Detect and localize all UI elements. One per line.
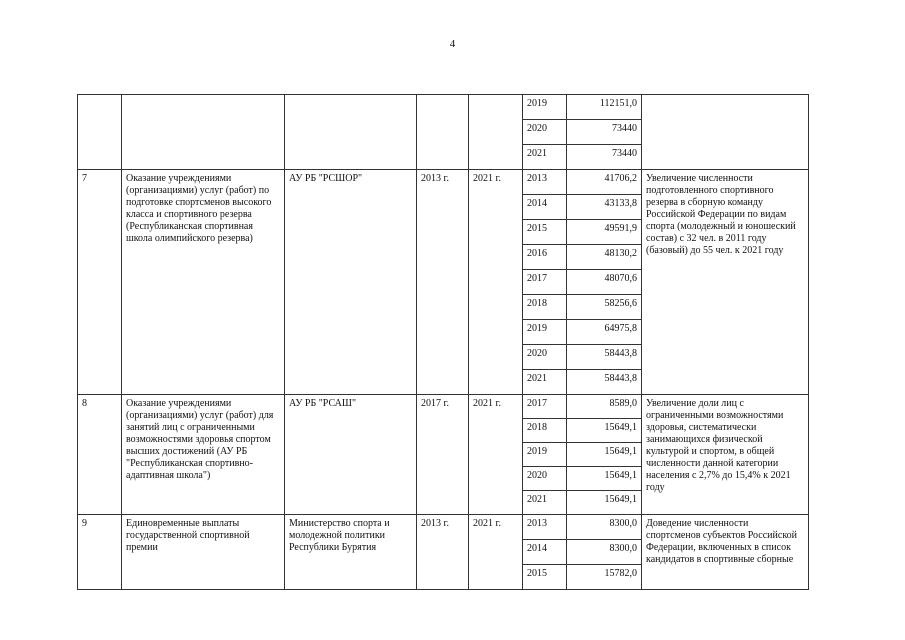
activity-name: Оказание учреждениями (организациями) услуг (работ) по подготовке спортсменов высокого класса и спортивного резерва (Республиканская спортивная школа олимпийского резерва) <box>122 170 285 395</box>
year-cell: 2015 <box>523 220 567 245</box>
value-cell: 58443,8 <box>567 370 642 395</box>
year-cell: 2017 <box>523 270 567 295</box>
year-cell: 2021 <box>523 491 567 515</box>
table-row <box>78 515 809 540</box>
value-cell: 15649,1 <box>567 419 642 443</box>
start-cell <box>417 95 469 170</box>
end-year: 2021 г. <box>469 515 523 590</box>
year-cell: 2017 <box>523 395 567 419</box>
value-cell: 15649,1 <box>567 443 642 467</box>
year-cell: 2018 <box>523 295 567 320</box>
value-cell: 48070,6 <box>567 270 642 295</box>
expected-result: Увеличение численности подготовленного спортивного резерва в сборную команду Российской Федерации по видам спорта (молодежный и юношеский состав) с 32 чел. в 2011 году (базовый) до 55 чел. к 2021 году <box>642 170 809 395</box>
expected-result: Увеличение доли лиц с ограниченными возможностями здоровья, систематически занимающихся физической культурой и спортом, в общей численности данной категории населения с 2,7% до 15,4% к 2021 году <box>642 395 809 515</box>
year-cell: 2019 <box>523 95 567 120</box>
program-table <box>77 94 809 590</box>
year-cell: 2020 <box>523 345 567 370</box>
table-row <box>78 395 809 419</box>
value-cell: 64975,8 <box>567 320 642 345</box>
page-number: 4 <box>449 38 456 50</box>
value-cell: 41706,2 <box>567 170 642 195</box>
end-cell <box>469 95 523 170</box>
value-cell: 43133,8 <box>567 195 642 220</box>
executor-cell <box>285 95 417 170</box>
executor: АУ РБ "РСАШ" <box>285 395 417 515</box>
row-number: 8 <box>78 395 122 515</box>
program-table-body <box>78 95 809 590</box>
value-cell: 49591,9 <box>567 220 642 245</box>
year-cell: 2019 <box>523 443 567 467</box>
year-cell: 2019 <box>523 320 567 345</box>
year-cell: 2018 <box>523 419 567 443</box>
value-cell: 58256,6 <box>567 295 642 320</box>
name-cell <box>122 95 285 170</box>
year-cell: 2013 <box>523 515 567 540</box>
table-row <box>78 170 809 195</box>
value-cell: 58443,8 <box>567 345 642 370</box>
value-cell: 8300,0 <box>567 540 642 565</box>
row-number: 7 <box>78 170 122 395</box>
value-cell: 48130,2 <box>567 245 642 270</box>
row-number: 9 <box>78 515 122 590</box>
year-cell: 2021 <box>523 145 567 170</box>
end-year: 2021 г. <box>469 170 523 395</box>
year-cell: 2021 <box>523 370 567 395</box>
year-cell: 2016 <box>523 245 567 270</box>
executor: АУ РБ "РСШОР" <box>285 170 417 395</box>
value-cell: 73440 <box>567 145 642 170</box>
expected-result: Доведение численности спортсменов субъектов Российской Федерации, включенных в список кандидатов в спортивные сборные <box>642 515 809 590</box>
year-cell: 2014 <box>523 195 567 220</box>
table-row <box>78 95 809 120</box>
start-year: 2013 г. <box>417 170 469 395</box>
value-cell: 15782,0 <box>567 565 642 590</box>
value-cell: 8589,0 <box>567 395 642 419</box>
end-year: 2021 г. <box>469 395 523 515</box>
executor: Министерство спорта и молодежной политики Республики Бурятия <box>285 515 417 590</box>
start-year: 2017 г. <box>417 395 469 515</box>
activity-name: Оказание учреждениями (организациями) услуг (работ) для занятий лиц с ограниченными возможностями здоровья спортом высших достижений (АУ РБ "Республиканская спортивно-адаптивная школа") <box>122 395 285 515</box>
num-cell <box>78 95 122 170</box>
value-cell: 73440 <box>567 120 642 145</box>
value-cell: 15649,1 <box>567 491 642 515</box>
start-year: 2013 г. <box>417 515 469 590</box>
value-cell: 112151,0 <box>567 95 642 120</box>
year-cell: 2020 <box>523 467 567 491</box>
year-cell: 2013 <box>523 170 567 195</box>
year-cell: 2020 <box>523 120 567 145</box>
value-cell: 15649,1 <box>567 467 642 491</box>
result-cell <box>642 95 809 170</box>
year-cell: 2014 <box>523 540 567 565</box>
value-cell: 8300,0 <box>567 515 642 540</box>
year-cell: 2015 <box>523 565 567 590</box>
activity-name: Единовременные выплаты государственной спортивной премии <box>122 515 285 590</box>
